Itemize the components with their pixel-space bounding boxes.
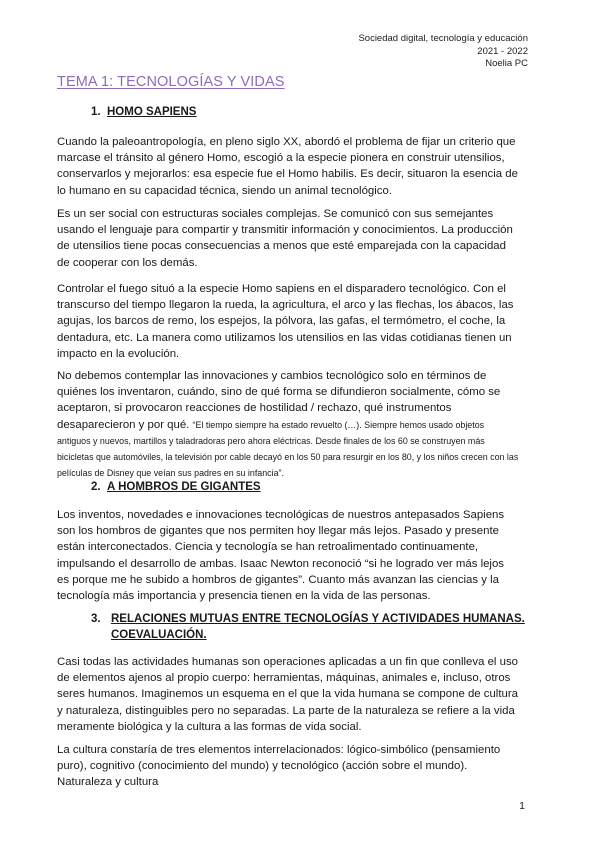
section-title: HOMO SAPIENS [107, 106, 197, 118]
paragraph-with-quote [57, 368, 519, 481]
header-author: Noelia PC [485, 58, 528, 69]
page-header [358, 33, 528, 71]
page-number: 1 [519, 800, 525, 812]
paragraph: Es un ser social con estructuras sociales complejas. Se comunicó con sus semejantes usando el lenguaje para compartir y transmitir información y conocimientos. La producción de utensilios tiene pocas consecuencias a menos que esté emparejada con la capacidad de cooperar con los demás. [57, 208, 513, 269]
paragraph: Controlar el fuego situó a la especie Homo sapiens en el disparadero tecnológico. Con el transcurso del tiempo llegaron la rueda, la agricultura, el arco y las flechas, los ábacos, las agujas, los barcos de remo, los espejos, la pólvora, las gafas, el termómetro, el coche, la dentadura, etc. La manera como utilizamos los utensilios en las vidas cotidianas tienen un impacto en la evolución. [57, 283, 514, 360]
paragraph: La cultura constaría de tres elementos interrelacionados: lógico-simbólico (pensamiento puro), cognitivo (conocimiento del mundo) y tecnológico (acción sobre el mundo). Naturaleza y cultura [57, 744, 501, 789]
header-year: 2021 - 2022 [477, 45, 528, 57]
section-heading-relaciones-mutuas [91, 612, 551, 643]
paragraph: Los inventos, novedades e innovaciones tecnológicas de nuestros antepasados Sapiens son los hombros de gigantes que nos permiten hoy llegar más lejos. Pasado y presente están interconectados. Ciencia y tecnología se han retroalimentado continuamente, impulsando el desarrollo de ambas. Isaac Newton reconoció “si he logrado ver más lejos es porque me he subido a hombros de gigantes”. Cuanto más avanzan las ciencias y la tecnología más importancia y presencia tienen en la vida de las personas. [57, 509, 505, 603]
section-heading-homo-sapiens [91, 105, 531, 121]
header-course: Sociedad digital, tecnología y educación [358, 33, 528, 44]
section-title: A HOMBROS DE GIGANTES [107, 481, 261, 493]
section-heading-a-hombros-de-gigantes [91, 480, 531, 496]
section-number: 1. [91, 106, 101, 118]
paragraph: Casi todas las actividades humanas son operaciones aplicadas a un fin que conlleva el uso de elementos ajenos al propio cuerpo: herramientas, máquinas, animales e, incluso, otros seres humanos. Imaginemos un esquema en el que la vida humana se compone de cultura y naturaleza, distinguibles pero no separadas. La parte de la naturaleza se refiere a la vida meramente biológica y la cultura a las formas de vida social. [57, 656, 518, 733]
section-number: 2. [91, 481, 101, 493]
paragraph-text: No debemos contemplar las innovaciones y cambios tecnológico solo en términos de quiénes los inventaron, cuándo, sino de qué forma se difundieron socialmente, cómo se aceptaron, si provocaron reacciones de hostilidad / rechazo, qué instrumentos desaparecieron y por qué. [57, 370, 501, 431]
document-title: TEMA 1: TECNOLOGÍAS Y VIDAS [57, 74, 285, 90]
section-title: RELACIONES MUTUAS ENTRE TECNOLOGÍAS Y ACTIVIDADES HUMANAS. COEVALUACIÓN. [111, 613, 525, 641]
paragraph: Cuando la paleoantropología, en pleno siglo XX, abordó el problema de fijar un criterio que marcase el tránsito al género Homo, escogió a la especie pionera en construir utensilios, conservarlos y mejorarlos: esa especie fue el Homo habilis. Es decir, situaron la esencia de lo humano en su capacidad técnica, siendo un animal tecnológico. [57, 136, 518, 197]
section-number: 3. [91, 613, 101, 625]
quote-text: “El tiempo siempre ha estado revuelto (…). Siempre hemos usado objetos antiguos y nuevos, martillos y taladradoras pero ahora eléctricas. Desde finales de los 60 se construyen más bicicletas que automóviles, la televisión por cable decayó en los 50 para resurgir en los 80, y los niños crecen con las películas de Disney que veían sus padres en su infancia”. [57, 419, 519, 479]
